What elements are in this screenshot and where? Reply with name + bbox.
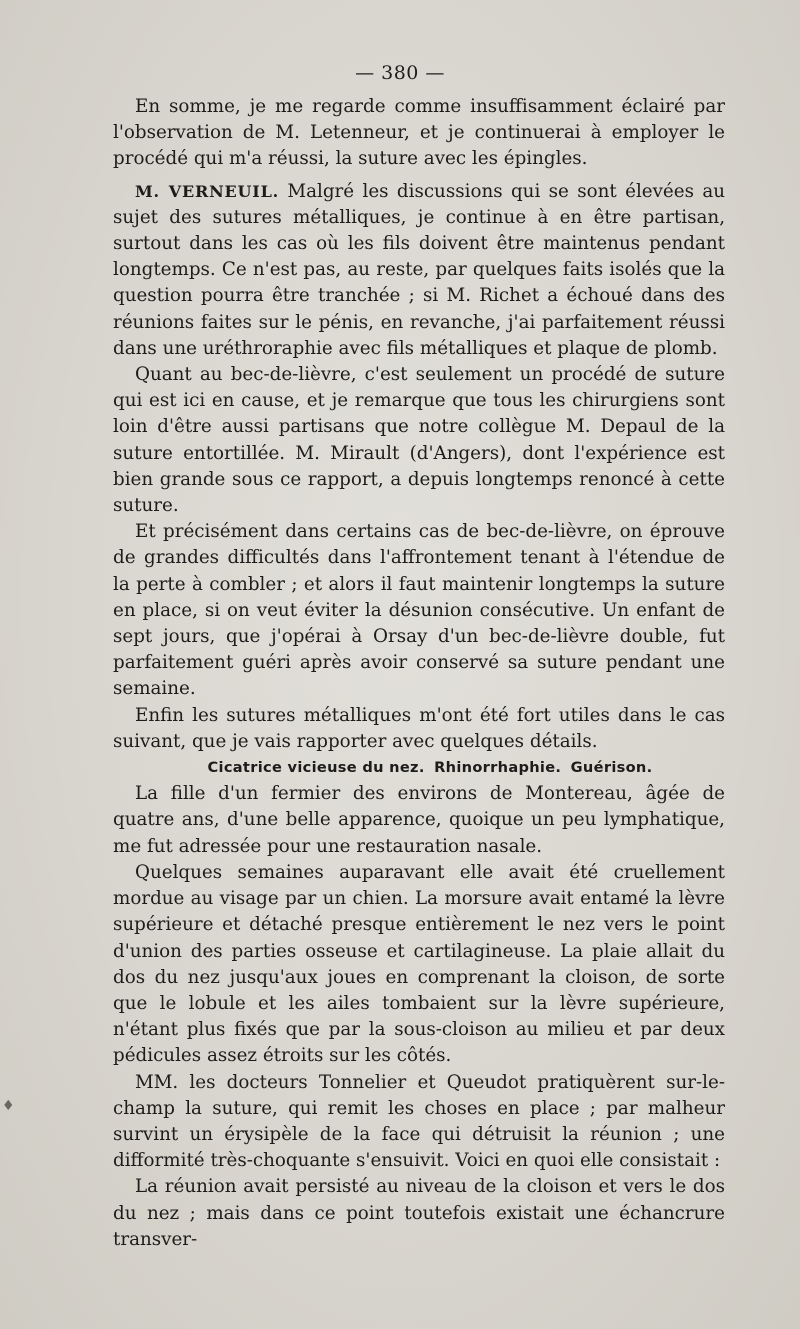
paragraph-2-text: Malgré les discussions qui se sont élevées au sujet des sutures métalliques, je continue à en être partisan, surtout dans les cas où les fils doivent être maintenus pendant longtemps. Ce n'est pas, au reste, par quelques faits isolés que la question pourra être tranchée ; si M. Richet a échoué dans des réunions faites sur le pénis, en revanche, j'ai parfaitement réussi dans une uréthroraphie avec fils métalliques et plaque de plomb. — [113, 180, 726, 359]
paragraph-5: Enfin les sutures métalliques m'ont été fort utiles dans le cas suivant, que je vais rapporter avec quelques détails. — [113, 704, 725, 752]
section-heading-part-3: Guérison. — [570, 759, 653, 777]
paragraph-8: MM. les docteurs Tonnelier et Queudot pratiquèrent sur-le-champ la suture, qui remit les choses en place ; par malheur survint un érysipèle de la face qui détruisit la réunion ; une difformité très-choquante s'ensuivit. Voici en quoi elle consistait : — [113, 1071, 725, 1172]
section-heading — [113, 755, 725, 781]
paragraph-3: Quant au bec-de-lièvre, c'est seulement un procédé de suture qui est ici en cause, et je remarque que tous les chirurgiens sont loin d'être aussi partisans que notre collègue M. Depaul de la suture entortillée. M. Mirault (d'Angers), dont l'expérience est bien grande sous ce rapport, a depuis longtemps renoncé à cette suture. — [113, 364, 725, 517]
paragraph-2 — [113, 179, 725, 362]
body-text — [113, 94, 725, 1253]
paragraph-1: En somme, je me regarde comme insuffisamment éclairé par l'observation de M. Letenneur, et je continuerai à employer le procédé qui m'a réussi, la suture avec les épingles. — [113, 96, 725, 170]
page-number: — 380 — — [355, 62, 445, 84]
section-heading-part-1: Cicatrice vicieuse du nez. — [207, 759, 425, 777]
paragraph-7: Quelques semaines auparavant elle avait été cruellement mordue au visage par un chien. La morsure avait entamé la lèvre supérieure et détaché presque entièrement le nez vers le point d'union des parties osseuse et cartilagineuse. La plaie allait du dos du nez jusqu'aux joues en comprenant la cloison, de sorte que le lobule et les ailes tombaient sur la lèvre supérieure, n'étant plus fixés que par la sous-cloison au milieu et par deux pédicules assez étroits sur les côtés. — [113, 861, 725, 1067]
paragraph-6: La fille d'un fermier des environs de Montereau, âgée de quatre ans, d'une belle apparence, quoique un peu lymphatique, me fut adressée pour une restauration nasale. — [113, 783, 725, 857]
section-heading-part-2: Rhinorrhaphie. — [434, 759, 562, 777]
speaker-name: M. VERNEUIL. — [135, 181, 279, 201]
margin-bullet-icon: ♦ — [2, 1098, 15, 1114]
paragraph-4: Et précisément dans certains cas de bec-de-lièvre, on éprouve de grandes difficultés dans l'affrontement tenant à l'étendue de la perte à combler ; et alors il faut maintenir longtemps la suture en place, si on veut éviter la désunion consécutive. Un enfant de sept jours, que j'opérai à Orsay d'un bec-de-lièvre double, fut parfaitement guéri après avoir conservé sa suture pendant une semaine. — [113, 521, 725, 700]
paragraph-9: La réunion avait persisté au niveau de la cloison et vers le dos du nez ; mais dans ce point toutefois existait une échancrure transver- — [113, 1176, 725, 1250]
